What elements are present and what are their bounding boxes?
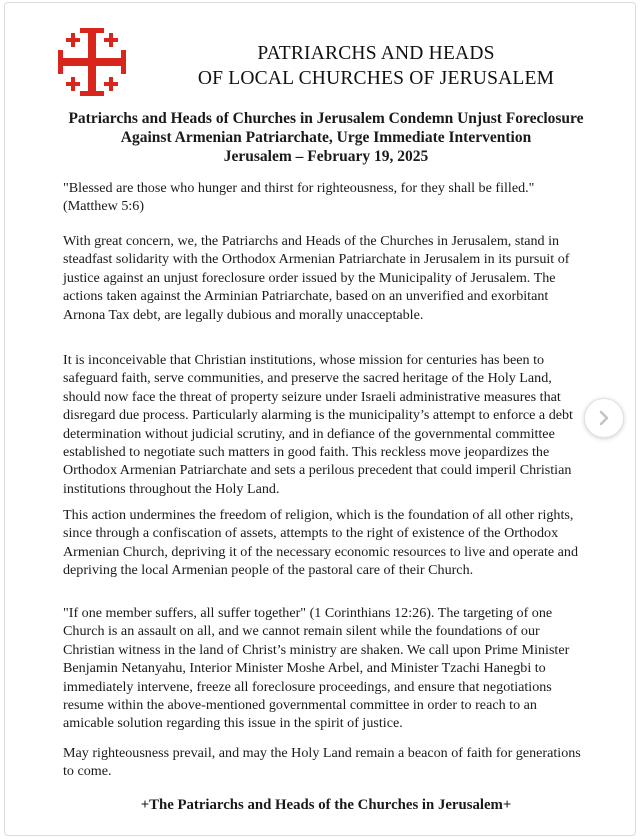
chevron-right-icon (595, 409, 613, 427)
concern-paragraph: It is inconceivable that Christian institutions, whose mission for centuries has been to safeguard faith, serve communities, and preserve the sacred heritage of the Holy Land, should now face the threat of property seizure under Israeli administrative measures that disregard due process. Particularly alarming is the municipality’s attempt to enforce a debt determination without judicial scrutiny, and in defiance of the governmental committee established to negotiate such matters in good faith. This reckless move jeopardizes the Orthodox Armenian Patriarchate and sets a perilous precedent that could imperil Christian institutions throughout the Holy Land. (63, 352, 573, 497)
organization-name (181, 41, 571, 91)
document-page (4, 2, 636, 836)
organization-name-line-1: PATRIARCHS AND HEADS (257, 43, 495, 64)
next-image-button[interactable] (584, 398, 624, 438)
document-title-line-2: Against Armenian Patriarchate, Urge Immediate Intervention (120, 129, 532, 146)
appeal-paragraph: "If one member suffers, all suffer together" (1 Corinthians 12:26). The targeting of one Church is an assault on all, and we cannot remain silent while the foundations of our Christian witness in the land of Christ’s ministry are shaken. We call upon Prime Minister Benjamin Netanyahu, Interior Minister Moshe Arbel, and Minister Tzachi Hanegbi to immediately intervene, freeze all foreclosure proceedings, and ensure that negotiations resume within the above-mentioned governmental committee in order to reach to an amicable solution regarding this issue in the spirit of justice. (63, 605, 570, 732)
organization-name-line-2: OF LOCAL CHURCHES OF JERUSALEM (197, 68, 555, 89)
closing-paragraph: May righteousness prevail, and may the Holy Land remain a beacon of faith for generations to come. (63, 745, 581, 780)
scripture-quote-paragraph: "Blessed are those who hunger and thirst for righteousness, for they shall be filled." (Matthew 5:6) (63, 180, 535, 215)
document-dateline: Jerusalem – February 19, 2025 (223, 148, 429, 165)
signature-line: +The Patriarchs and Heads of the Churches in Jerusalem+ (140, 797, 512, 813)
jerusalem-cross-icon (53, 23, 131, 101)
solidarity-paragraph: With great concern, we, the Patriarchs and Heads of the Churches in Jerusalem, stand in steadfast solidarity with the Orthodox Armenian Patriarchate in Jerusalem in its pursuit of justice against an unjust foreclosure order issued by the Municipality of Jerusalem. The actions taken against the Arminian Patriarchate, based on an unverified and exorbitant Arnona Tax debt, are legally dubious and morally unacceptable. (63, 233, 570, 323)
religious-freedom-paragraph: This action undermines the freedom of religion, which is the foundation of all other rights, since through a confiscation of assets, attempts to the right of existence of the Orthodox Armenian Church, depriving it of the necessary economic resources to live and operate and depriving the local Armenian people of the pastoral care of their Church. (63, 507, 579, 579)
document-title-line-1: Patriarchs and Heads of Churches in Jerusalem Condemn Unjust Foreclosure (68, 110, 584, 127)
document-title (35, 109, 617, 166)
